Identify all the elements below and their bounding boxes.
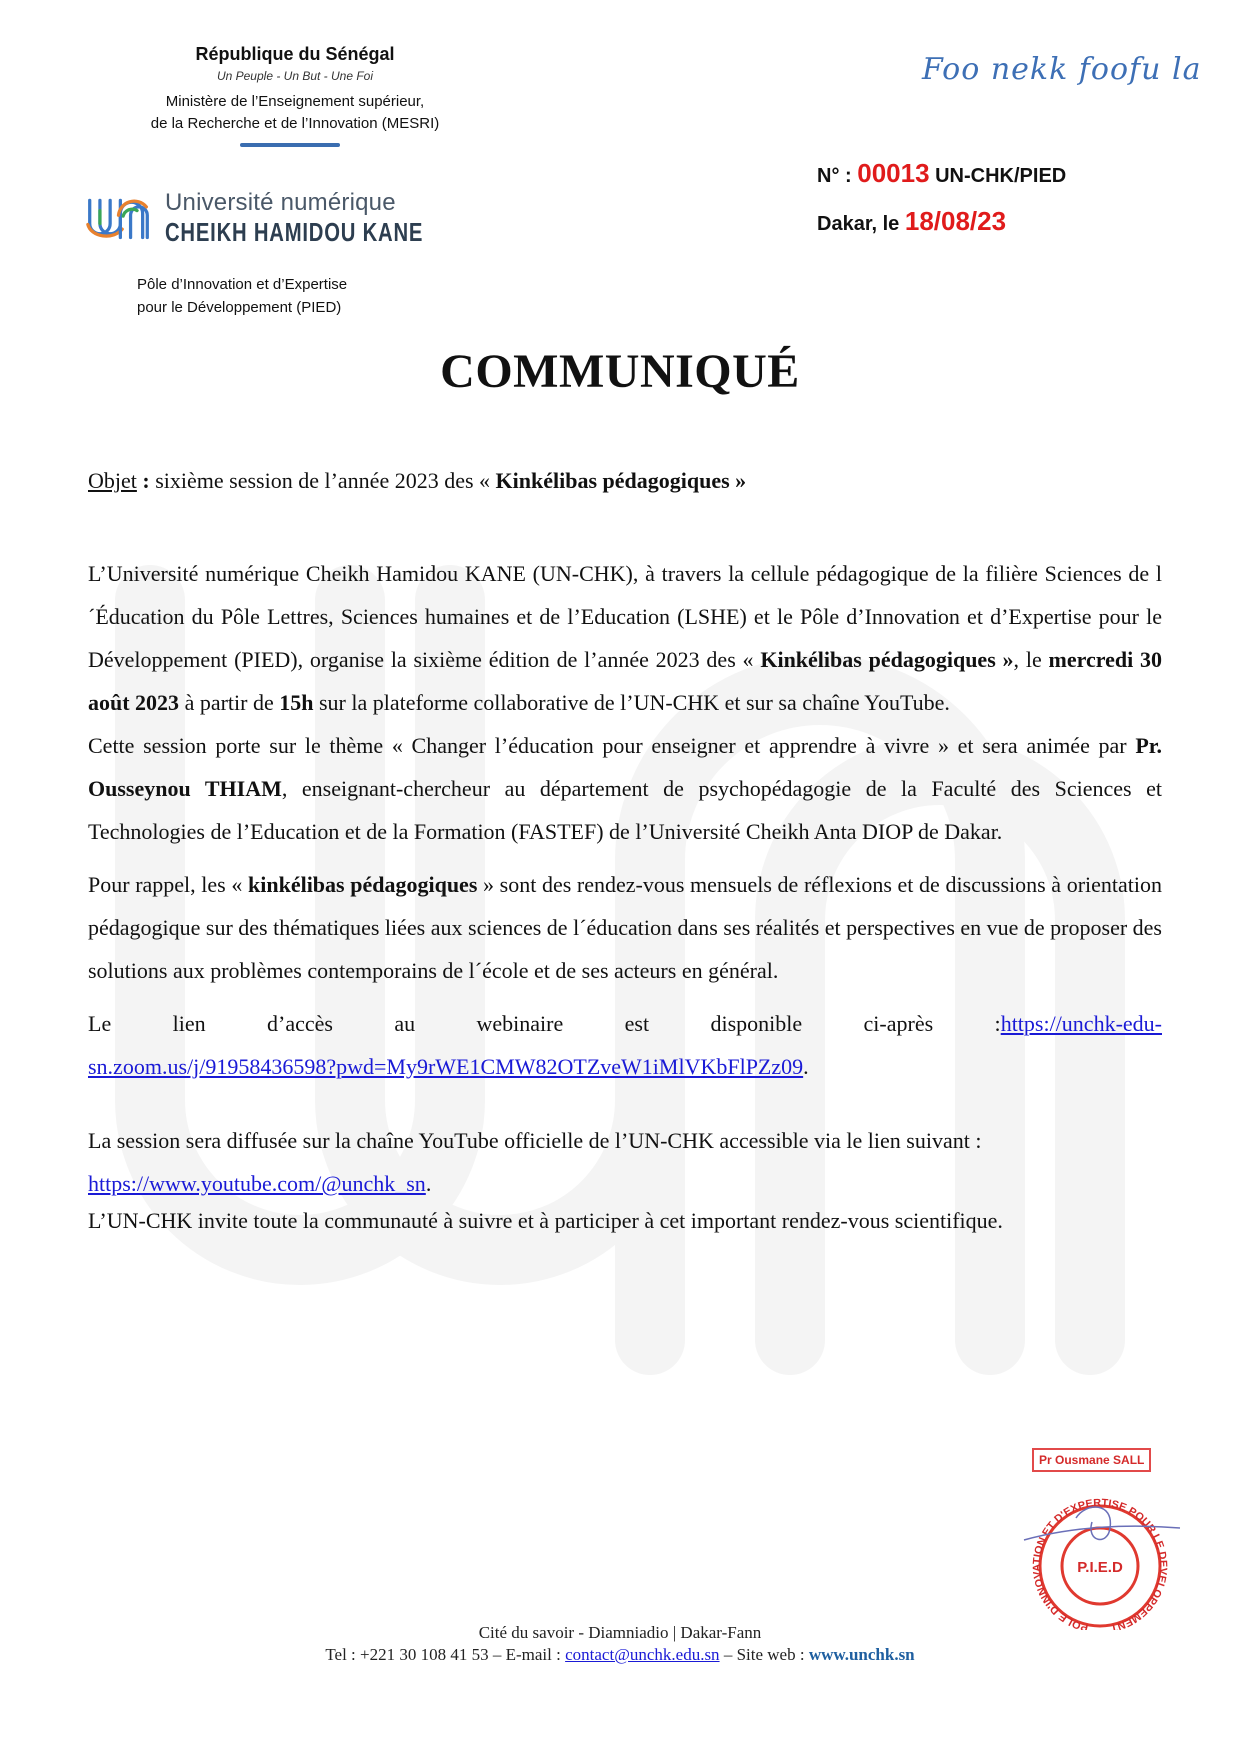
page-footer [0,1622,1240,1666]
page-title: COMMUNIQUÉ [440,345,800,398]
communique-body [88,552,1162,1242]
paragraph-invitation: L’UN-CHK invite toute la communauté à suivre et à participer à cet important rendez-vous scientifique. [88,1208,1003,1233]
paragraph-webinar-link: Le lien d’accès au webinaire est disponible ci-après :https://unchk-edu- [88,1011,1162,1036]
signatory-name: Pr Ousmane SALL [1032,1448,1151,1472]
date-value: 18/08/23 [904,206,1007,236]
paragraph-announcement: L’Université numérique Cheikh Hamidou KANE (UN-CHK), à travers la cellule pédagogique de la filière Sciences de l´Éducation du Pôle Lettres, Sciences humaines et de l’Education (LSHE) et le Pôle d’Innovation et d’Expertise pour le Développement (PIED), organise la sixième édition de l’année 2023 des « Kinkélibas pédagogiques », le mercredi 30 août 2023 à partir de 15h sur la plateforme collaborative de l’UN-CHK et sur sa chaîne YouTube. [88,561,1162,715]
stamp-center-text: P.I.E.D [1077,1559,1123,1576]
footer-contact: Tel : +221 30 108 41 53 – E-mail : contact@unchk.edu.sn – Site web : www.unchk.sn [325,1645,915,1664]
paragraph-youtube: La session sera diffusée sur la chaîne YouTube officielle de l’UN-CHK accessible via le lien suivant : [88,1128,982,1153]
university-logo [86,172,496,264]
pole-name: Pôle d’Innovation et d’Expertise pour le Développement (PIED) [137,276,348,316]
subject-line: Objet : sixième session de l’année 2023 des « Kinkélibas pédagogiques » [88,468,747,493]
website-link[interactable]: www.unchk.sn [808,1645,915,1664]
paragraph-reminder: Pour rappel, les « kinkélibas pédagogiques » sont des rendez-vous mensuels de réflexions et de discussions à orientation pédagogique sur des thématiques liées aux sciences de l´éducation dans ses réalités et perspectives en vue de proposer des solutions aux problèmes contemporains de l´école et de ses acteurs en général. [88,872,1163,983]
document-date: Dakar, le 18/08/23 [817,206,1007,236]
government-header [80,44,500,147]
youtube-link[interactable]: https://www.youtube.com/@unchk_sn [88,1171,426,1196]
un-logo-icon [86,172,151,264]
republic-title: République du Sénégal [195,44,395,64]
stamp-ring-text: POLE D'INNOVATION ET D'EXPERTISE POUR LE DEVELOPPEMENT [1030,1496,1170,1630]
ministry-name: Ministère de l’Enseignement supérieur, de la Recherche et de l’Innovation (MESRI) [150,93,440,132]
zoom-link-part2[interactable]: sn.zoom.us/j/91958436598?pwd=My9rWE1CMW82OTZveW1iMlVKbFlPZz09 [88,1054,804,1079]
ref-number-value: 00013 [857,158,930,188]
university-name: Université numérique CHEIKH HAMIDOU KANE [165,188,424,247]
paragraph-theme: Cette session porte sur le thème « Changer l’éducation pour enseigner et apprendre à vivre » et sera animée par Pr. Ousseynou THIAM, enseignant-chercheur au département de psychopédagogie de la Faculté des Sciences et Technologies de l’Education et de la Formation (FASTEF) de l’Université Cheikh Anta DIOP de Dakar. [88,733,1162,844]
zoom-link-part1[interactable]: https://unchk-edu- [1000,1011,1162,1036]
reference-number: N° : 00013 UN-CHK/PIED [817,158,1067,188]
paragraph-youtube-link: https://www.youtube.com/@unchk_sn. [88,1171,432,1196]
contact-email-link[interactable]: contact@unchk.edu.sn [565,1645,720,1664]
slogan: Foo nekk foofu la [922,52,1202,87]
national-motto: Un Peuple - Un But - Une Foi [216,69,374,83]
signature-block [1010,1440,1190,1630]
divider-bar [240,143,340,147]
paragraph-webinar-link-cont: sn.zoom.us/j/91958436598?pwd=My9rWE1CMW82OTZveW1iMlVKbFlPZz09. [88,1054,809,1079]
subject-label: Objet [88,468,137,493]
footer-address: Cité du savoir - Diamniadio | Dakar-Fann [478,1623,762,1642]
